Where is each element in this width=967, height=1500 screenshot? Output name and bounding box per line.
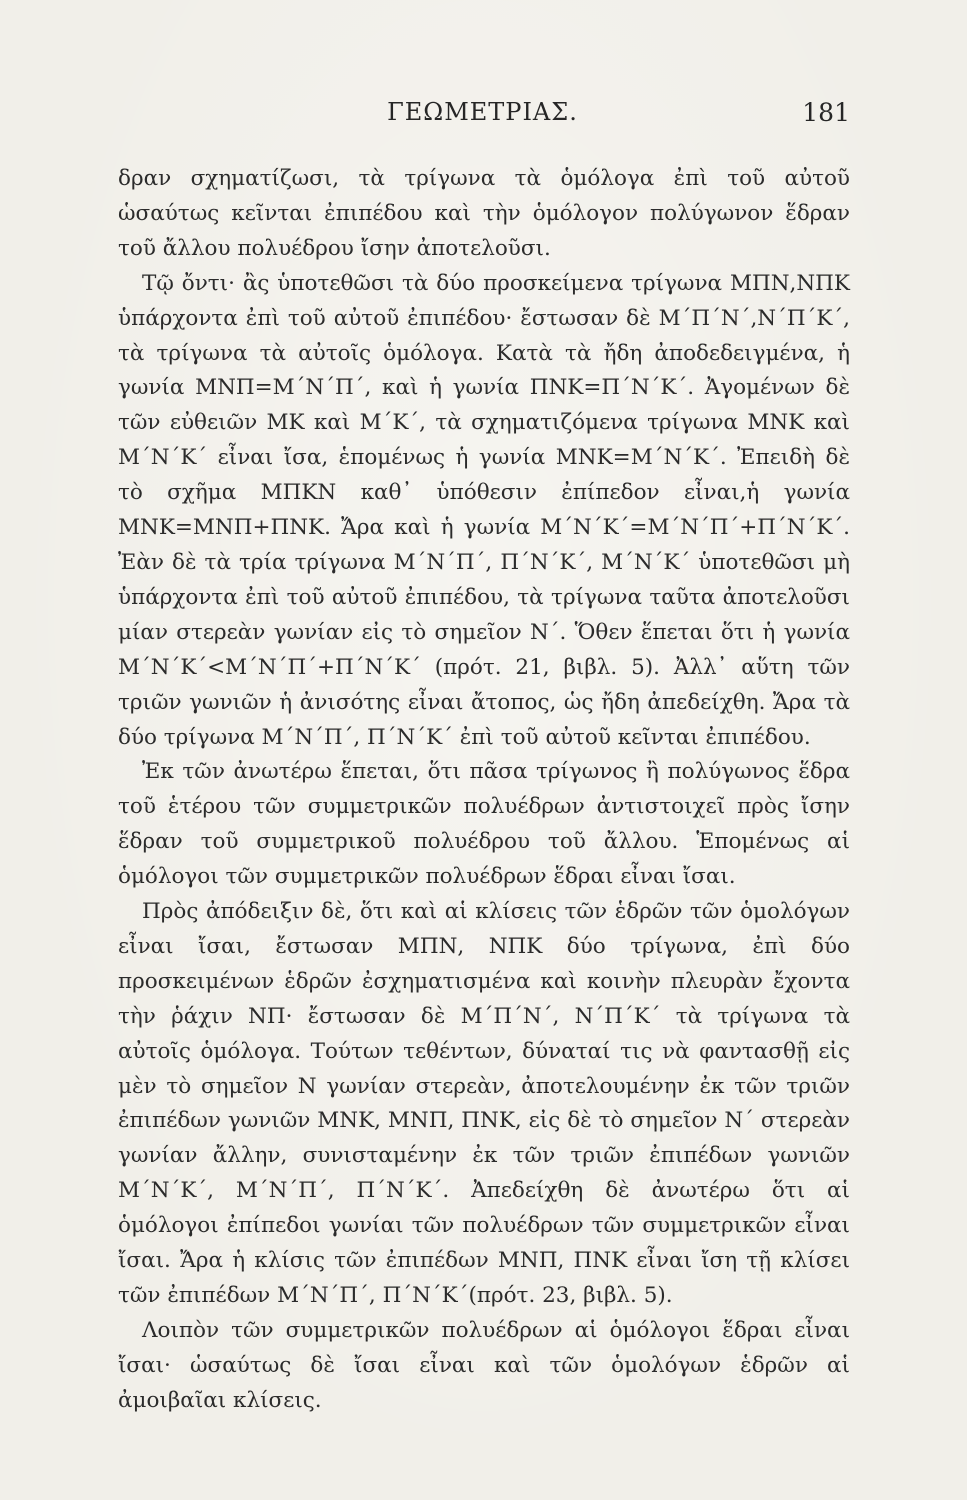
page-body bbox=[118, 162, 850, 1419]
paragraph-corollary-faces: Ἐκ τῶν ἀνωτέρω ἕπεται, ὅτι πᾶσα τρίγωνος ἢ πολύγωνος ἕδρα τοῦ ἑτέρου τῶν συμμετρικῶν πολυέδρων ἀντιστοιχεῖ πρὸς ἴσην ἕδραν τοῦ συμμετρικοῦ πολυέδρου τοῦ ἄλλου. Ἑπομένως αἱ ὁμόλογοι τῶν συμμετρικῶν πολυέδρων ἕδραι εἶναι ἴσαι. bbox=[118, 759, 850, 890]
paragraph-conclusion: Λοιπὸν τῶν συμμετρικῶν πολυέδρων αἱ ὁμόλογοι ἕδραι εἶναι ἴσαι· ὡσαύτως δὲ ἴσαι εἶναι καὶ τῶν ὁμολόγων ἑδρῶν αἱ ἀμοιβαῖαι κλίσεις. bbox=[118, 1317, 850, 1413]
running-title: ΓΕΩΜΕΤΡΙΑΣ. bbox=[387, 98, 578, 126]
paragraph-proof: Τῷ ὄντι· ἂς ὑποτεθῶσι τὰ δύο προσκείμενα τρίγωνα ΜΠΝ,ΝΠΚ ὑπάρχοντα ἐπὶ τοῦ αὐτοῦ ἐπιπέδου· ἔστωσαν δὲ Μ΄Π΄Ν΄,Ν΄Π΄Κ΄, τὰ τρίγωνα τὰ αὐτοῖς ὁμόλογα. Κατὰ τὰ ἤδη ἀποδεδειγμένα, ἡ γωνία ΜΝΠ=Μ΄Ν΄Π΄, καὶ ἡ γωνία ΠΝΚ=Π΄Ν΄Κ΄. Ἀγομένων δὲ τῶν εὐθειῶν ΜΚ καὶ Μ΄Κ΄, τὰ σχηματιζόμενα τρίγωνα ΜΝΚ καὶ Μ΄Ν΄Κ΄ εἶναι ἴσα, ἑπομένως ἡ γωνία ΜΝΚ=Μ΄Ν΄Κ΄. Ἐπειδὴ δὲ τὸ σχῆμα ΜΠΚΝ καθ᾽ ὑπόθεσιν ἐπίπεδον εἶναι,ἡ γωνία ΜΝΚ=ΜΝΠ+ΠΝΚ. Ἄρα καὶ ἡ γωνία Μ΄Ν΄Κ΄=Μ΄Ν΄Π΄+Π΄Ν΄Κ΄. Ἐὰν δὲ τὰ τρία τρίγωνα Μ΄Ν΄Π΄, Π΄Ν΄Κ΄, Μ΄Ν΄Κ΄ ὑποτεθῶσι μὴ ὑπάρχοντα ἐπὶ τοῦ αὐτοῦ ἐπιπέδου, τὰ τρίγωνα ταῦτα ἀποτελοῦσι μίαν στερεὰν γωνίαν εἰς τὸ σημεῖον Ν΄. Ὅθεν ἕπεται ὅτι ἡ γωνία Μ΄Ν΄Κ΄<Μ΄Ν΄Π΄+Π΄Ν΄Κ΄ (πρότ. 21, βιβλ. 5). Ἀλλ᾽ αὕτη τῶν τριῶν γωνιῶν ἡ ἀνισότης εἶναι ἄτοπος, ὡς ἤδη ἀπεδείχθη. Ἄρα τὰ δύο τρίγωνα Μ΄Ν΄Π΄, Π΄Ν΄Κ΄ ἐπὶ τοῦ αὐτοῦ κεῖνται ἐπιπέδου. bbox=[118, 270, 850, 750]
page-number: 181 bbox=[802, 98, 850, 127]
paragraph-continuation: δραν σχηματίζωσι, τὰ τρίγωνα τὰ ὁμόλογα ἐπὶ τοῦ αὐτοῦ ὡσαύτως κεῖνται ἐπιπέδου καὶ τὴν ὁμόλογον πολύγωνον ἕδραν τοῦ ἄλλου πολυέδρου ἴσην ἀποτελοῦσι. bbox=[118, 166, 850, 261]
paragraph-inclinations: Πρὸς ἀπόδειξιν δὲ, ὅτι καὶ αἱ κλίσεις τῶν ἑδρῶν τῶν ὁμολόγων εἶναι ἴσαι, ἔστωσαν ΜΠΝ, ΝΠΚ δύο τρίγωνα, ἐπὶ δύο προσκειμένων ἑδρῶν ἐσχηματισμένα καὶ κοινὴν πλευρὰν ἔχοντα τὴν ῥάχιν ΝΠ· ἔστωσαν δὲ Μ΄Π΄Ν΄, Ν΄Π΄Κ΄ τὰ τρίγωνα τὰ αὐτοῖς ὁμόλογα. Τούτων τεθέντων, δύναταί τις νὰ φαντασθῇ εἰς μὲν τὸ σημεῖον Ν γωνίαν στερεὰν, ἀποτελουμένην ἐκ τῶν τριῶν ἐπιπέδων γωνιῶν ΜΝΚ, ΜΝΠ, ΠΝΚ, εἰς δὲ τὸ σημεῖον Ν΄ στερεὰν γωνίαν ἄλλην, συνισταμένην ἐκ τῶν τριῶν ἐπιπέδων γωνιῶν Μ΄Ν΄Κ΄, Μ΄Ν΄Π΄, Π΄Ν΄Κ΄. Ἀπεδείχθη δὲ ἀνωτέρω ὅτι αἱ ὁμόλογοι ἐπίπεδοι γωνίαι τῶν πολυέδρων τῶν συμμετρικῶν εἶναι ἴσαι. Ἄρα ἡ κλίσις τῶν ἐπιπέδων ΜΝΠ, ΠΝΚ εἶναι ἴση τῇ κλίσει τῶν ἐπιπέδων Μ΄Ν΄Π΄, Π΄Ν΄Κ΄(πρότ. 23, βιβλ. 5). bbox=[118, 899, 850, 1308]
page-header bbox=[115, 98, 850, 138]
